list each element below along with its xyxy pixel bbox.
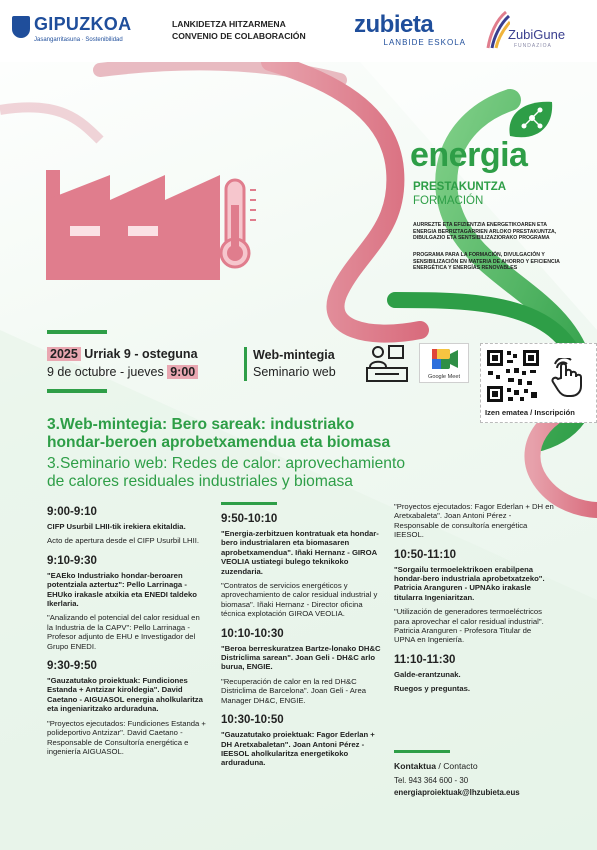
title-eu-line1: 3.Web-mintegia: Bero sareak: industriako <box>47 416 355 433</box>
shield-icon <box>12 16 30 38</box>
slot-text-eu: "Energia-zerbitzuen kontratuak eta hondar-bero industrialaren eta biomasaren aprobetxamendua". Iñaki Hernanz - GIROA VEOLIA ustiategi bulego teknikoko zuzendaria. <box>221 529 379 576</box>
google-meet-icon <box>420 344 468 374</box>
slot-text-eu: "EAEko Industriako hondar-beroaren potentziala aztertuz": Pello Larrinaga - EHUko irakasle atxikia eta ENEDI taldeko Ikerlaria. <box>47 570 197 609</box>
schedule-slot <box>394 549 554 645</box>
person-computer-icon <box>365 343 409 383</box>
program-description-eu: AURREZTE ETA EFIZIENTZIA ENERGETIKOAREN ETA ENERGIA BERRIZTAGARRIEN ARLOKO PRESTAKUNTZA, DIBULGAZIO ETA SENTSIBILIZAZIORAKO PROGRAMA <box>413 222 557 242</box>
slot-text-es: "Utilización de generadores termoeléctricos para aprovechar el calor residual industrial". Patricia Aranguren - Profesora Titular de UPNA en Ingeniería. <box>394 607 544 645</box>
slot-text-es: Acto de apertura desde el CIFP Usurbil LHII. <box>47 536 199 546</box>
gipuzkoa-name: GIPUZKOA <box>34 14 132 34</box>
title-es <box>47 455 527 491</box>
format-es: Seminario web <box>253 365 336 379</box>
qr-code-icon[interactable] <box>485 348 541 404</box>
slot-text-eu: "Beroa berreskuratzea Bartze-lonako DH&C Districlima sarean". Joan Geli - DH&C arlo burua, ENGIE. <box>221 643 381 672</box>
slot-text-es: "Proyectos ejecutados: Fundiciones Estanda + polideportivo Antzizar". David Caetano - Responsable de Consultoría energética e ingeniería AIGUASOL. <box>47 718 206 756</box>
slot-text-eu: "Gauzatutako proiektuak: Fagor Ederlan + DH Aretxabaletan". Joan Antoni Pérez - IEESOL aholkularitza energetikoko arduraduna. <box>221 730 375 768</box>
schedule-column-1 <box>47 506 207 765</box>
slot-text-es: Ruegos y preguntas. <box>394 684 471 694</box>
date-eu <box>47 347 198 361</box>
format-divider <box>244 347 247 381</box>
header <box>0 0 597 62</box>
slot-time: 9:10-9:30 <box>47 554 97 567</box>
zubieta-name: zubieta <box>354 11 434 38</box>
slot-time: 9:50-10:10 <box>221 513 278 525</box>
schedule-slot <box>221 628 381 705</box>
google-meet-badge[interactable] <box>419 343 469 383</box>
slot-text-es: "Proyectos ejecutados: Fagor Ederlan + DH en Aretxabaleta". Joan Antoni Pérez - Responsable de consultoría energética IEESOL. <box>394 502 554 540</box>
title-eu <box>47 416 527 452</box>
schedule-slot <box>394 654 554 694</box>
date-top-bar <box>47 330 107 334</box>
schedule-column-3 <box>394 502 554 703</box>
zubieta-logo <box>354 12 466 47</box>
title-eu-line2: hondar-beroen aprobetxamendua eta biomasa <box>47 434 391 451</box>
schedule-column-2 <box>221 506 381 777</box>
slot-text-eu: Galde-erantzunak. <box>394 669 461 679</box>
schedule-slot <box>221 513 381 619</box>
slot-time: 9:30-9:50 <box>47 660 97 673</box>
contact-email[interactable]: energiaproiektuak@lhzubieta.eus <box>394 788 520 797</box>
agreement-label <box>172 18 306 42</box>
title-es-line2: de calores residuales industriales y biomasa <box>47 473 353 490</box>
format-eu: Web-mintegia <box>253 348 335 362</box>
slot-time: 10:30-10:50 <box>221 714 284 727</box>
program-description-es: PROGRAMA PARA LA FORMACIÓN, DIVULGACIÓN Y SENSIBILIZACIÓN EN MATERIA DE AHORRO Y EFICIENCIA ENERGÉTICA Y ENERGÍAS RENOVABLES <box>413 252 560 272</box>
zubieta-sub: LANBIDE ESKOLA <box>383 38 466 47</box>
energia-brand: energia <box>410 136 528 174</box>
zubigune-sub: FUNDAZIOA <box>514 43 552 49</box>
factory-icon <box>46 170 220 280</box>
register-label: Izen ematea / Inscripción <box>485 408 575 417</box>
tap-hand-icon <box>547 358 591 398</box>
registration-box[interactable] <box>480 343 597 423</box>
contact-title: Kontaktua / Contacto <box>394 761 478 771</box>
zubigune-logo <box>484 10 584 54</box>
time-badge: 9:00 <box>167 365 198 379</box>
gipuzkoa-sub: Jasangarritasuna · Sostenibilidad <box>34 37 123 43</box>
slot-time: 9:00-9:10 <box>47 506 97 518</box>
schedule-slot <box>221 714 381 768</box>
year-badge: 2025 <box>47 347 81 361</box>
slot-text-eu: "Sorgailu termoelektrikoen erabilpena hondar-bero industriala aprobetxatzeko". Patricia Aranguren - UPNAko irakasle titularra Ingeniaritzan. <box>394 564 545 602</box>
slot-text-eu: "Gauzatutako proiektuak: Fundiciones Estanda + Antzizar kiroldegia". David Caetano - AIGUASOL energia aholkularitza eta ingeniaritzako arduraduna. <box>47 676 203 714</box>
date-bottom-bar <box>47 389 107 393</box>
slot-text-es: "Contratos de servicios energéticos y aprovechamiento de calor residual industrial y biomasa". Iñaki Hernanz - Director oficina técnica explotación GIROA VEOLIA. <box>221 581 378 619</box>
program-line2: FORMACIÓN <box>413 195 484 207</box>
zubigune-name: ZubiGune <box>508 27 566 42</box>
zubigune-mark-icon <box>484 10 510 50</box>
thermometer-icon <box>221 180 256 267</box>
slot-text-eu: CIFP Usurbil LHII-tik irekiera ekitaldia. <box>47 522 186 531</box>
date-es <box>47 365 198 379</box>
slot-text-es: "Recuperación de calor en la red DH&C Districlima de Barcelona". Joan Geli - Area Manager DH&C, ENGIE. <box>221 676 367 705</box>
date-es-text: 9 de octubre - jueves <box>47 365 164 379</box>
schedule-slot <box>47 506 207 546</box>
slot-time: 10:10-10:30 <box>221 627 284 640</box>
contact-phone[interactable]: Tel. 943 364 600 - 30 <box>394 776 469 785</box>
program-line1: PRESTAKUNTZA <box>413 181 507 193</box>
slot-time: 10:50-11:10 <box>394 548 457 561</box>
schedule-slot <box>394 502 554 540</box>
slot-text-es: "Analizando el potencial del calor residual en la Industria de la CAPV": Pello Larrinaga - Profesor adjunto de EHU e Investigador del Grupo ENEDI. <box>47 613 200 651</box>
google-meet-label: Google Meet <box>427 374 461 380</box>
agreement-es: CONVENIO DE COLABORACIÓN <box>172 31 306 41</box>
gipuzkoa-logo <box>12 14 152 48</box>
schedule-slot <box>47 660 207 756</box>
contact-block <box>394 750 584 799</box>
contact-title-es: Contacto <box>443 761 478 771</box>
title-es-line1: 3.Seminario web: Redes de calor: aprovechamiento <box>47 455 405 472</box>
schedule-slot <box>47 555 207 651</box>
slot-time: 11:10-11:30 <box>394 653 456 666</box>
contact-bar <box>394 750 450 753</box>
date-eu-text: Urriak 9 - osteguna <box>84 347 198 361</box>
column-2-bar <box>221 502 277 505</box>
agreement-eu: LANKIDETZA HITZARMENA <box>172 19 286 29</box>
contact-title-eu: Kontaktua <box>394 761 437 771</box>
